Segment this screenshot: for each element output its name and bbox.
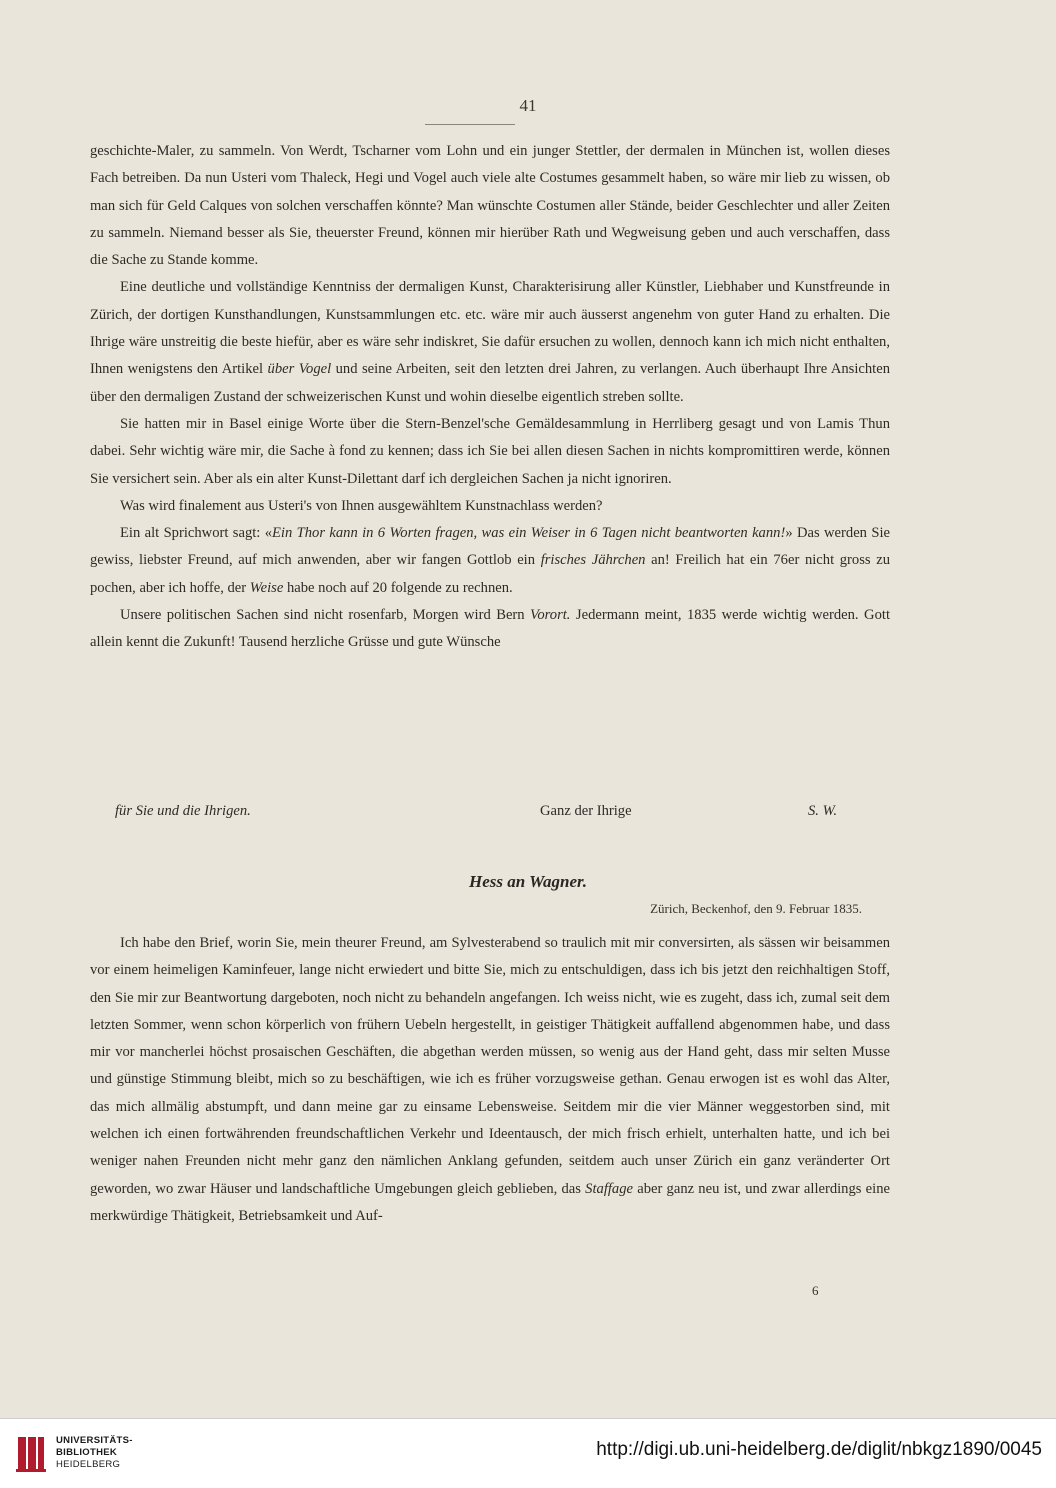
letter-one-paragraph: Unsere politischen Sachen sind nicht rosenfarb, Morgen wird Bern Vorort. Jedermann meint, 1835 werde wichtig werden. Gott allein kennt die Zukunft! Tausend herzliche Grüsse und gute Wünsche — [90, 607, 890, 651]
library-footer — [0, 1418, 1056, 1488]
page-number: 41 — [519, 96, 537, 115]
letter-one-paragraph: Was wird finalement aus Usteri's von Ihnen ausgewähltem Kunstnachlass werden? — [120, 497, 603, 514]
letter-one-paragraph: Sie hatten mir in Basel einige Worte über die Stern-Benzel'sche Gemäldesammlung in Herrliberg gesagt und von Lamis Thun dabei. Sehr wichtig wäre mir, die Sache à fond zu kennen; dass ich Sie bei allen diesen Sachen in nichts kompromittiren werde, können Sie versichert sein. Aber als ein alter Kunst-Dilettant darf ich dergleichen Sachen ja nicht ignoriren. — [90, 415, 890, 487]
page-number-rule — [425, 124, 515, 125]
closing-greeting: für Sie und die Ihrigen. — [115, 803, 251, 819]
letter-one-body — [90, 138, 890, 657]
library-name: UNIVERSITÄTS- BIBLIOTHEK HEIDELBERG — [56, 1435, 133, 1470]
letter-two-place-date: Zürich, Beckenhof, den 9. Februar 1835. — [650, 901, 862, 916]
source-url-link[interactable]: http://digi.ub.uni-heidelberg.de/diglit/nbkgz1890/0045 — [596, 1439, 1042, 1460]
letter-one-paragraph: Eine deutliche und vollständige Kenntniss der dermaligen Kunst, Charakterisirung aller Künstler, Liebhaber und Kunstfreunde in Zürich, der dortigen Kunsthandlungen, Kunstsammlungen etc. etc. wäre mir auch äusserst angenehm von guter Hand zu erhalten. Die Ihrige wäre unstreitig die beste hiefür, aber es wäre sehr indiskret, Sie dafür ersuchen zu wollen, dennoch kann ich mich nicht enthalten, Ihnen wenigstens den Artikel über Vogel und seine Arbeiten, seit den letzten drei Jahren, zu verlangen. Auch überhaupt Ihre Ansichten über den dermaligen Zustand der schweizerischen Kunst und wohin dieselbe eigentlich streben sollte. — [90, 279, 890, 405]
letter-two-body — [90, 930, 890, 1230]
letter-one-paragraph: Ein alt Sprichwort sagt: «Ein Thor kann in 6 Worten fragen, was ein Weiser in 6 Tagen nicht beantworten kann!» Das werden Sie gewiss, liebster Freund, auf mich anwenden, aber wir fangen Gottlob ein frisches Jährchen an! Freilich hat ein 76er nicht gross zu pochen, aber ich hoffe, der Weise habe noch auf 20 folgende zu rechnen. — [90, 525, 890, 596]
letter-one-paragraph: geschichte-Maler, zu sammeln. Von Werdt, Tscharner vom Lohn und ein junger Stettler, der dermalen in München ist, wollen dieses Fach betreiben. Da nun Usteri vom Thaleck, Hegi und Vogel auch viele alte Costumes gesammelt haben, so wäre mir lieb zu wissen, ob man sich für Geld Calques von solchen verschaffen könnte? Man wünschte Costumen aller Stände, beider Geschlechter und aller Zeiten zu sammeln. Niemand besser als Sie, theuerster Freund, können mir hierüber Rath und Wegweisung geben und auch verschaffen, dass die Sache zu Stande komme. — [90, 143, 890, 269]
letter-two-paragraph: Ich habe den Brief, worin Sie, mein theurer Freund, am Sylvesterabend so traulich mit mir conversirten, als sässen wir beisammen vor einem heimeligen Kaminfeuer, lange nicht erwiedert und bitte Sie, mich zu entschuldigen, dass ich bis jetzt den reichhaltigen Stoff, den Sie mir zur Beantwortung dargeboten, noch nicht zu behandeln angefangen. Ich weiss nicht, wie es zugeht, dass ich, zumal seit dem letzten Sommer, wenn schon körperlich von frühern Uebeln hergestellt, in geistiger Thätigkeit auffallend abgenommen habe, und dass mir vor mancherlei höchst prosaischen Geschäften, die abgethan werden müssen, so wenig aus der Hand geht, dass mir selten Musse und günstige Stimmung bleibt, mich so zu beschäftigen, wie ich es früher vorzugsweise gethan. Genau erwogen ist es wohl das Alter, das mich allmälig abstumpft, und dann meine gar zu einsame Lebensweise. Seitdem mir die vier Männer weggestorben sind, mit welchen ich einen fortwährenden freundschaftlichen Verkehr und Ideentausch, der mich frisch erhielt, unterhalten hatte, und ich bei weniger nahen Freunden nicht mehr ganz den nämlichen Anklang gefunden, seitdem auch unser Zürich ein ganz veränderter Ort geworden, wo zwar Häuser und landschaftliche Umgebungen gleich geblieben, das Staffage aber ganz neu ist, und zwar allerdings eine merkwürdige Thätigkeit, Betriebsamkeit und Auf- — [90, 935, 890, 1224]
letter-two-heading: Hess an Wagner. — [469, 872, 587, 891]
sheet-number: 6 — [812, 1283, 819, 1298]
signature-initials: S. W. — [808, 803, 838, 819]
closing-phrase: Ganz der Ihrige — [540, 803, 632, 819]
university-library-logo-icon — [14, 1431, 48, 1475]
